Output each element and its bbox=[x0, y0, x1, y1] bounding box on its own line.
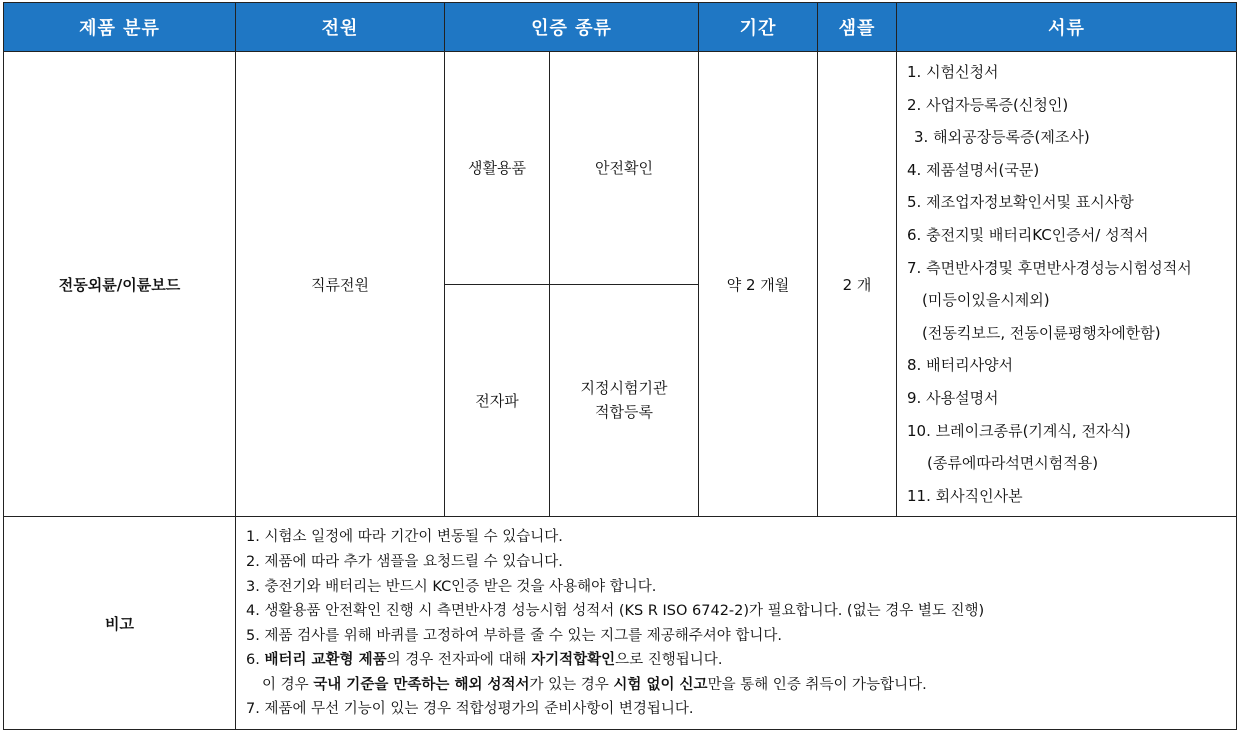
remark-1: 1. 시험소 일정에 따라 기간이 변동될 수 있습니다. bbox=[246, 529, 563, 546]
remark-6-a: 6. bbox=[246, 652, 265, 669]
remark-6-c: 의 경우 전자파에 대해 bbox=[386, 652, 532, 669]
header-documents: 서류 bbox=[897, 3, 1237, 52]
cert2-type bbox=[550, 284, 699, 517]
header-sample: 샘플 bbox=[818, 3, 897, 52]
remark-6b-c: 가 있는 경우 bbox=[529, 676, 614, 693]
header-product: 제품 분류 bbox=[4, 3, 236, 52]
remark-6b-d: 시험 없이 신고 bbox=[613, 676, 708, 693]
doc-item: 2. 사업자등록증(신청인) bbox=[907, 95, 1069, 114]
doc-item: 7. 측면반사경및 후면반사경성능시험성적서 bbox=[907, 258, 1192, 277]
doc-item: 5. 제조업자정보확인서및 표시사항 bbox=[907, 193, 1134, 212]
doc-item: 4. 제품설명서(국문) bbox=[907, 160, 1040, 179]
remark-3: 3. 충전기와 배터리는 반드시 KC인증 받은 것을 사용해야 합니다. bbox=[246, 578, 657, 595]
remarks-label: 비고 bbox=[4, 517, 236, 730]
doc-item-sub: (전동킥보드, 전동이륜평행차에한함) bbox=[922, 323, 1161, 342]
doc-item: 11. 회사직인사본 bbox=[907, 486, 1023, 505]
doc-item: 1. 시험신청서 bbox=[907, 63, 999, 81]
product-cell: 전동외륜/이륜보드 bbox=[4, 52, 236, 517]
doc-item: 6. 충전지및 배터리KC인증서/ 성적서 bbox=[907, 225, 1149, 244]
doc-item: 3. 해외공장등록증(제조사) bbox=[914, 128, 1090, 147]
doc-item: 9. 사용설명서 bbox=[907, 388, 999, 407]
remark-6 bbox=[246, 648, 1236, 673]
remark-5: 5. 제품 검사를 위해 바퀴를 고정하여 부하를 줄 수 있는 지그를 제공해주셔야 합니다. bbox=[246, 627, 782, 644]
remark-6b-e: 만을 통해 인증 취득이 가능합니다. bbox=[707, 676, 927, 693]
remarks-cell bbox=[236, 517, 1237, 730]
cert1-category: 생활용품 bbox=[445, 52, 550, 285]
header-row bbox=[4, 3, 1237, 52]
sample-cell: 2 개 bbox=[818, 52, 897, 517]
cert2-type-line1: 지정시험기관 bbox=[580, 379, 668, 398]
doc-item-sub: (종류에따라석면시험적용) bbox=[927, 454, 1099, 473]
remarks-row bbox=[4, 517, 1237, 730]
cert2-type-line2: 적합등록 bbox=[595, 403, 653, 422]
cert2-category: 전자파 bbox=[445, 284, 550, 517]
documents-cell bbox=[897, 52, 1237, 517]
data-row bbox=[4, 52, 1237, 285]
period-cell: 약 2 개월 bbox=[699, 52, 818, 517]
remark-6-b: 배터리 교환형 제품 bbox=[264, 652, 387, 669]
cert1-type: 안전확인 bbox=[550, 52, 699, 285]
certification-table bbox=[3, 2, 1237, 730]
remark-6-d: 자기적합확인 bbox=[531, 652, 616, 669]
remark-7: 7. 제품에 무선 기능이 있는 경우 적합성평가의 준비사항이 변경됩니다. bbox=[246, 701, 694, 718]
header-period: 기간 bbox=[699, 3, 818, 52]
remark-6-e: 으로 진행됩니다. bbox=[615, 652, 723, 669]
doc-item-sub: (미등이있을시제외) bbox=[922, 291, 1050, 310]
doc-item: 8. 배터리사양서 bbox=[907, 356, 1014, 375]
remark-4: 4. 생활용품 안전확인 진행 시 측면반사경 성능시험 성적서 (KS R ISO 6742-2)가 필요합니다. (없는 경우 별도 진행) bbox=[246, 603, 985, 620]
doc-item: 10. 브레이크종류(기계식, 전자식) bbox=[907, 421, 1131, 440]
header-power: 전원 bbox=[236, 3, 445, 52]
remark-6b-a: 이 경우 bbox=[262, 676, 314, 693]
remark-2: 2. 제품에 따라 추가 샘플을 요청드릴 수 있습니다. bbox=[246, 553, 563, 570]
power-cell: 직류전원 bbox=[236, 52, 445, 517]
remark-6-cont bbox=[246, 673, 1236, 698]
remark-6b-b: 국내 기준을 만족하는 해외 성적서 bbox=[313, 676, 530, 693]
header-cert-type: 인증 종류 bbox=[445, 3, 699, 52]
